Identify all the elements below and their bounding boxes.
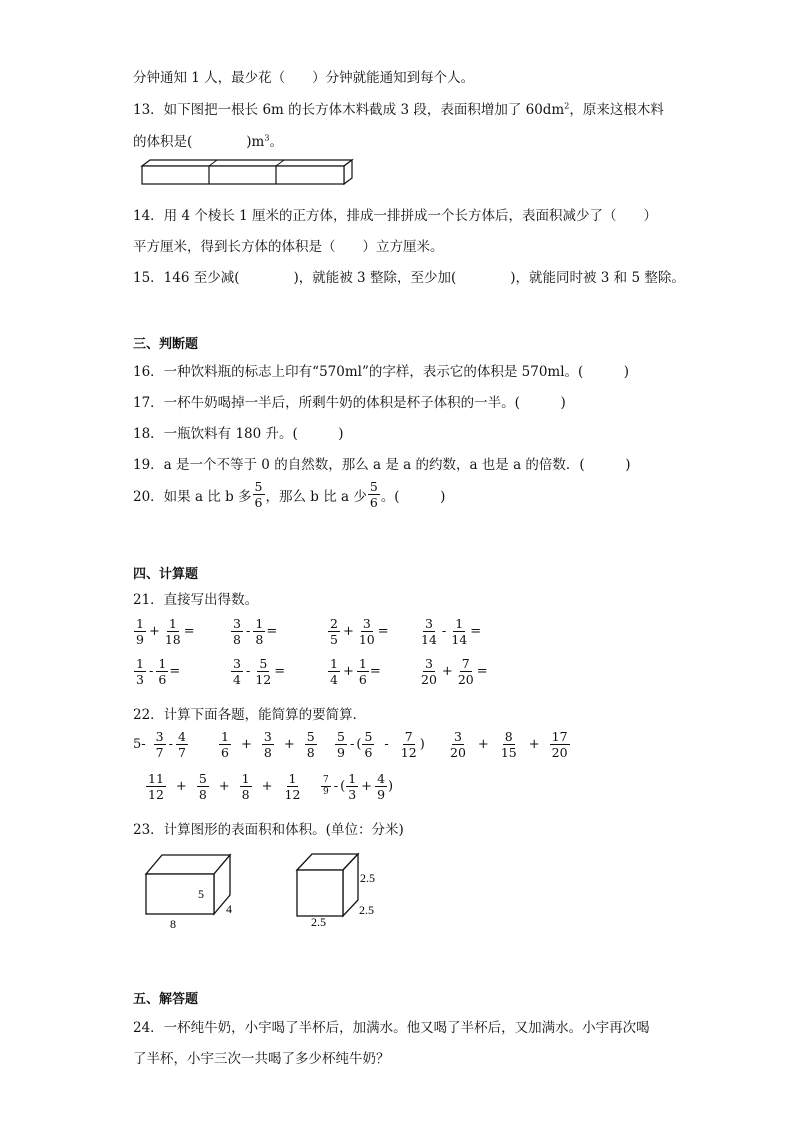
section-3-heading: 三、判断题 <box>133 337 199 352</box>
q20-fraction-1: $\frac{5}{6}$ <box>254 479 263 511</box>
question-16: 16．一种饮料瓶的标志上印有“570ml”的字样，表示它的体积是 570ml。( ) <box>133 364 630 380</box>
question-21-title: 21．直接写出得数。 <box>133 592 259 608</box>
cuboid-length-label: 8 <box>170 917 176 931</box>
question-12-continuation: 分钟通知 1 人，最少花（ ）分钟就能通知到每个人。 <box>133 70 475 86</box>
q21-item: $\frac{3}{4}$ - $\frac{5}{12}$ = <box>233 656 286 688</box>
question-24-line1: 24．一杯纯牛奶，小宇喝了半杯后，加满水。他又喝了半杯后，又加满水。小宇再次喝 <box>133 1020 650 1036</box>
q13-text-a: 13．如下图把一根长 6m 的长方体木料截成 3 段，表面积增加了 60dm <box>133 102 565 118</box>
question-13-line1 <box>133 98 664 118</box>
cuboid-figure <box>146 855 232 931</box>
q22-expression-1: 5- $\frac{3}{7}$ - $\frac{4}{7}$ <box>133 729 186 761</box>
question-14-line1: 14．用 4 个棱长 1 厘米的正方体，排成一排拼成一个长方体后，表面积减少了（ ） <box>133 208 658 224</box>
cube-figure <box>297 854 375 929</box>
question-19: 19．a 是一个不等于 0 的自然数，那么 a 是 a 的约数，a 也是 a 的倍数．( ) <box>133 457 631 473</box>
q21-item: $\frac{3}{14}$ - $\frac{1}{14}$ = <box>421 616 482 648</box>
q20-fraction-2: $\frac{5}{6}$ <box>369 479 378 511</box>
q21-item: $\frac{3}{8}$ - $\frac{1}{8}$ = <box>233 616 278 648</box>
cuboid-height-label: 5 <box>198 887 204 901</box>
cube-height-label: 2.5 <box>360 871 375 885</box>
question-20 <box>133 480 445 509</box>
question-23-title: 23．计算图形的表面积和体积。(单位：分米) <box>133 822 404 838</box>
q13-text-b: ，原来这根木料 <box>569 102 664 118</box>
section-5-heading: 五、解答题 <box>133 992 199 1007</box>
q13-superscript-2: 3 <box>264 133 270 143</box>
cube-depth-label: 2.5 <box>359 903 374 917</box>
q23-shapes-figure <box>130 850 390 932</box>
section-4-heading: 四、计算题 <box>133 567 199 582</box>
question-14-line2: 平方厘米，得到长方体的体积是（ ）立方厘米。 <box>133 239 444 255</box>
q13-text-d: 。 <box>269 134 283 150</box>
q21-item: $\frac{1}{4}$ + $\frac{1}{6}$ = <box>330 656 381 688</box>
wood-log-figure <box>140 158 355 188</box>
q22-expression-3: $\frac{5}{9}$ - ( $\frac{5}{6}$ - $\frac{7}{12}$ ) <box>337 729 425 761</box>
q22-expression-4: $\frac{3}{20}$ + $\frac{8}{15}$ + $\frac{17}{20}$ <box>450 729 568 761</box>
question-18: 18．一瓶饮料有 180 升。( ) <box>133 426 344 442</box>
question-22-title: 22．计算下面各题，能简算的要简算． <box>133 707 367 723</box>
question-17: 17．一杯牛奶喝掉一半后，所剩牛奶的体积是杯子体积的一半。( ) <box>133 395 566 411</box>
question-24-line2: 了半杯，小宇三次一共喝了多少杯纯牛奶？ <box>133 1051 390 1067</box>
q21-item: $\frac{1}{9}$ + $\frac{1}{18}$ = <box>136 616 195 648</box>
q22-expression-2: $\frac{1}{6}$ + $\frac{3}{8}$ + $\frac{5}{8}$ <box>221 729 315 761</box>
q21-item: $\frac{2}{5}$ + $\frac{3}{10}$ = <box>330 616 389 648</box>
q20-text-mid: ，那么 b 比 a 少 <box>265 488 367 505</box>
question-13-line2 <box>133 130 283 150</box>
cube-length-label: 2.5 <box>311 915 326 929</box>
q20-text-end: 。( ) <box>380 488 446 505</box>
cuboid-depth-label: 4 <box>226 902 232 916</box>
q22-expression-6: $\frac{7}{9}$ - ( $\frac{1}{3}$ + $\frac{4}{9}$ ) <box>323 771 394 803</box>
q20-text-a: 20．如果 a 比 b 多 <box>133 488 252 505</box>
q22-expression-5: $\frac{11}{12}$ + $\frac{5}{8}$ + $\frac{1}{8}$ + $\frac{1}{12}$ <box>148 771 301 803</box>
question-15: 15．146 至少减( )，就能被 3 整除，至少加( )，就能同时被 3 和 5 整除。 <box>133 270 685 286</box>
q21-item: $\frac{3}{20}$ + $\frac{7}{20}$ = <box>421 656 488 688</box>
q21-item: $\frac{1}{3}$ - $\frac{1}{6}$ = <box>136 656 181 688</box>
q13-superscript: 2 <box>564 101 570 111</box>
q13-text-c: 的体积是( )m <box>133 134 265 150</box>
